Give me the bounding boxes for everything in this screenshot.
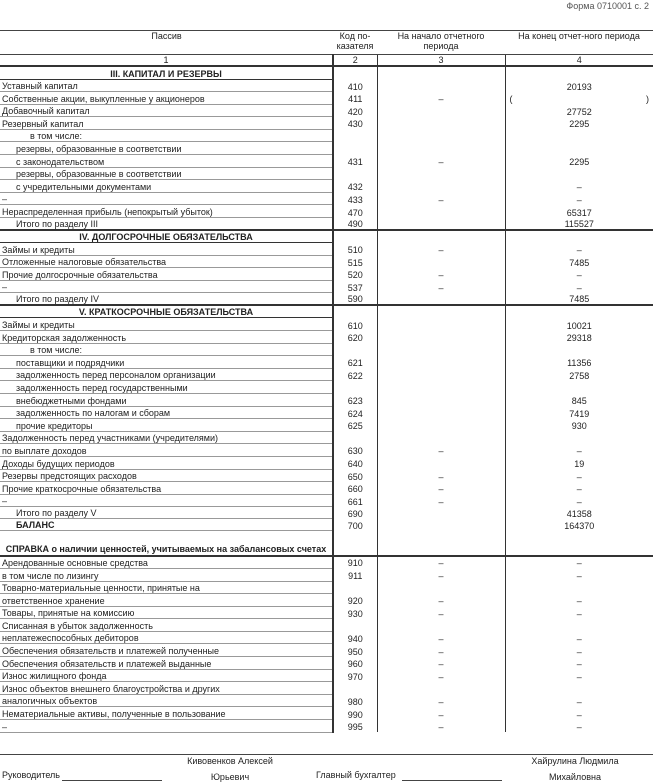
row-label: – xyxy=(0,280,333,293)
table-row xyxy=(0,581,653,594)
code-cell: 624 xyxy=(333,406,377,419)
begin-cell: – xyxy=(377,268,505,281)
row-label: – xyxy=(0,494,333,507)
end-cell xyxy=(505,167,653,180)
code-cell: 520 xyxy=(333,268,377,281)
chief-label: Главный бухгалтер xyxy=(316,770,396,780)
end-cell xyxy=(505,305,653,318)
col-number-2: 2 xyxy=(333,55,377,67)
row-label: Итого по разделу III xyxy=(0,218,333,230)
section-header-row xyxy=(0,230,653,243)
begin-cell: – xyxy=(377,243,505,256)
end-cell: 164370 xyxy=(564,520,595,531)
code-cell: 995 xyxy=(333,720,377,733)
end-cell: – xyxy=(576,646,582,657)
table-row xyxy=(0,192,653,205)
code-cell xyxy=(333,66,377,79)
row-label: поставщики и подрядчики xyxy=(0,356,333,369)
code-cell xyxy=(333,230,377,243)
begin-cell xyxy=(377,331,505,344)
table-row xyxy=(0,431,653,444)
table-row xyxy=(0,368,653,381)
table-row xyxy=(0,606,653,619)
row-label: Износ жилищного фонда xyxy=(0,669,333,682)
row-label: задолженность по налогам и сборам xyxy=(0,406,333,419)
row-label: – xyxy=(0,720,333,733)
balance-rows xyxy=(0,66,653,732)
code-cell xyxy=(333,167,377,180)
table-row xyxy=(0,180,653,193)
begin-cell xyxy=(377,581,505,594)
end-cell: – xyxy=(576,484,582,495)
row-label: Отложенные налоговые обязательства xyxy=(0,255,333,268)
row-label: Добавочный капитал xyxy=(0,104,333,117)
table-row xyxy=(0,556,653,569)
header-row xyxy=(0,31,653,55)
code-cell xyxy=(333,142,377,155)
table-row xyxy=(0,568,653,581)
head-name-line-1: Кивовенков Алексей xyxy=(187,756,273,766)
begin-cell: – xyxy=(377,669,505,682)
code-cell: 432 xyxy=(333,180,377,193)
begin-cell: – xyxy=(377,568,505,581)
begin-cell: – xyxy=(377,155,505,168)
begin-cell xyxy=(377,255,505,268)
table-row xyxy=(0,381,653,394)
begin-cell xyxy=(377,218,505,230)
table-row xyxy=(0,657,653,670)
code-cell: 650 xyxy=(333,469,377,482)
form-number-bar xyxy=(0,0,653,14)
section-header-row xyxy=(0,66,653,79)
row-label: резервы, образованные в соответствии xyxy=(0,167,333,180)
end-cell xyxy=(505,381,653,394)
table-row xyxy=(0,79,653,92)
code-cell: 515 xyxy=(333,255,377,268)
begin-cell xyxy=(377,230,505,243)
code-cell: 411 xyxy=(333,92,377,105)
code-cell: 622 xyxy=(333,368,377,381)
end-cell: 930 xyxy=(571,421,587,432)
end-cell: 845 xyxy=(571,396,587,407)
col-number-4: 4 xyxy=(505,55,653,67)
head-name-line-2: Юрьевич xyxy=(210,772,250,782)
begin-cell: – xyxy=(377,657,505,670)
header-code: Код по-казателя xyxy=(333,31,377,55)
table-row xyxy=(0,494,653,507)
code-cell xyxy=(333,531,377,556)
code-cell xyxy=(333,682,377,695)
total-row xyxy=(0,218,653,230)
code-cell xyxy=(333,381,377,394)
row-label: в том числе: xyxy=(0,343,333,356)
end-cell: – xyxy=(576,571,582,581)
section-header-row xyxy=(0,305,653,318)
end-cell: 7485 xyxy=(569,257,590,268)
row-label: III. КАПИТАЛ И РЕЗЕРВЫ xyxy=(0,66,333,79)
row-label: Уставный капитал xyxy=(0,79,333,92)
code-cell: 920 xyxy=(333,594,377,607)
code-cell: 430 xyxy=(333,117,377,130)
row-label: Товары, принятые на комиссию xyxy=(0,606,333,619)
begin-cell: – xyxy=(377,606,505,619)
total-row xyxy=(0,507,653,519)
column-number-row xyxy=(0,55,653,67)
row-label: Итого по разделу V xyxy=(0,507,333,519)
row-label: – xyxy=(0,192,333,205)
row-label: Кредиторская задолженность xyxy=(0,331,333,344)
code-cell: 590 xyxy=(333,293,377,305)
header-passive: Пассив xyxy=(0,31,333,55)
begin-cell xyxy=(377,318,505,331)
form-number: Форма 0710001 с. 2 xyxy=(566,1,649,11)
end-cell: – xyxy=(576,659,582,670)
table-row xyxy=(0,419,653,432)
code-cell: 690 xyxy=(333,507,377,519)
end-cell: 10021 xyxy=(566,320,592,331)
table-row xyxy=(0,268,653,281)
code-cell: 660 xyxy=(333,482,377,495)
end-cell: 65317 xyxy=(566,207,592,218)
total-row xyxy=(0,293,653,305)
code-cell: 930 xyxy=(333,606,377,619)
end-cell xyxy=(505,142,653,155)
table-row xyxy=(0,444,653,457)
end-cell: – xyxy=(576,671,582,682)
code-cell xyxy=(333,431,377,444)
end-cell xyxy=(505,92,653,105)
begin-cell: – xyxy=(377,556,505,569)
code-cell: 911 xyxy=(333,568,377,581)
begin-cell xyxy=(377,79,505,92)
row-label: СПРАВКА о наличии ценностей, учитываемых на забалансовых счетах xyxy=(0,531,333,556)
end-cell xyxy=(505,619,653,632)
begin-cell: – xyxy=(377,494,505,507)
code-cell: 940 xyxy=(333,631,377,644)
code-cell xyxy=(333,129,377,142)
end-cell: – xyxy=(576,245,582,256)
row-label: Резервный капитал xyxy=(0,117,333,130)
begin-cell xyxy=(377,356,505,369)
begin-cell: – xyxy=(377,280,505,293)
table-row xyxy=(0,720,653,733)
head-name xyxy=(170,756,290,782)
end-cell: – xyxy=(576,696,582,707)
end-cell: 7419 xyxy=(569,408,590,419)
begin-cell xyxy=(377,180,505,193)
code-cell: 990 xyxy=(333,707,377,720)
code-cell: 610 xyxy=(333,318,377,331)
table-row xyxy=(0,393,653,406)
head-label: Руководитель xyxy=(2,770,60,780)
parenthesis-placeholder: ( ) xyxy=(509,94,649,105)
begin-cell xyxy=(377,305,505,318)
code-cell: 621 xyxy=(333,356,377,369)
row-label: прочие кредиторы xyxy=(0,419,333,432)
chief-name xyxy=(510,756,640,782)
begin-cell: – xyxy=(377,720,505,733)
begin-cell xyxy=(377,66,505,79)
row-label: задолженность перед персоналом организации xyxy=(0,368,333,381)
code-cell: 470 xyxy=(333,205,377,218)
code-cell: 970 xyxy=(333,669,377,682)
end-cell: 29318 xyxy=(566,333,592,344)
table-row xyxy=(0,406,653,419)
table-row xyxy=(0,644,653,657)
end-cell xyxy=(505,682,653,695)
table-row xyxy=(0,631,653,644)
end-cell: 7485 xyxy=(569,293,590,304)
code-cell xyxy=(333,305,377,318)
header-begin: На начало отчетного периода xyxy=(377,31,505,55)
begin-cell xyxy=(377,104,505,117)
col-number-1: 1 xyxy=(0,55,333,67)
table-row xyxy=(0,318,653,331)
begin-cell xyxy=(377,343,505,356)
code-cell: 661 xyxy=(333,494,377,507)
row-label: в том числе: xyxy=(0,129,333,142)
table-row xyxy=(0,104,653,117)
table-row xyxy=(0,117,653,130)
table-row xyxy=(0,669,653,682)
row-label: аналогичных объектов xyxy=(0,694,333,707)
head-signature-line xyxy=(62,770,162,781)
begin-cell: – xyxy=(377,192,505,205)
table-row xyxy=(0,469,653,482)
total-row xyxy=(0,519,653,531)
row-label: Списанная в убыток задолженность xyxy=(0,619,333,632)
row-label: БАЛАНС xyxy=(0,519,333,531)
row-label: Собственные акции, выкупленные у акционеров xyxy=(0,92,333,105)
code-cell xyxy=(333,343,377,356)
code-cell: 960 xyxy=(333,657,377,670)
table-row xyxy=(0,331,653,344)
row-label: в том числе по лизингу xyxy=(0,568,333,581)
begin-cell xyxy=(377,531,505,556)
end-cell: 2758 xyxy=(569,370,590,381)
table-row xyxy=(0,343,653,356)
row-label: резервы, образованные в соответствии xyxy=(0,142,333,155)
code-cell xyxy=(333,619,377,632)
table-row xyxy=(0,129,653,142)
begin-cell: – xyxy=(377,594,505,607)
begin-cell: – xyxy=(377,694,505,707)
begin-cell xyxy=(377,456,505,469)
end-cell xyxy=(505,129,653,142)
table-row xyxy=(0,707,653,720)
row-label: Прочие долгосрочные обязательства xyxy=(0,268,333,281)
code-cell: 623 xyxy=(333,393,377,406)
code-cell: 700 xyxy=(333,519,377,531)
begin-cell xyxy=(377,406,505,419)
begin-cell xyxy=(377,293,505,305)
code-cell: 537 xyxy=(333,280,377,293)
begin-cell xyxy=(377,393,505,406)
code-cell: 950 xyxy=(333,644,377,657)
end-cell xyxy=(505,230,653,243)
begin-cell: – xyxy=(377,444,505,457)
table-row xyxy=(0,243,653,256)
end-cell: – xyxy=(576,496,582,507)
begin-cell xyxy=(377,419,505,432)
table-row xyxy=(0,682,653,695)
begin-cell xyxy=(377,205,505,218)
row-label: Арендованные основные средства xyxy=(0,556,333,569)
row-label: Итого по разделу IV xyxy=(0,293,333,305)
table-row xyxy=(0,619,653,632)
table-row xyxy=(0,482,653,495)
begin-cell xyxy=(377,129,505,142)
begin-cell xyxy=(377,507,505,519)
row-label: с законодательством xyxy=(0,155,333,168)
row-label: Обеспечения обязательств и платежей выданные xyxy=(0,657,333,670)
code-cell: 910 xyxy=(333,556,377,569)
row-label: Обеспечения обязательств и платежей полученные xyxy=(0,644,333,657)
row-label: Займы и кредиты xyxy=(0,243,333,256)
end-cell: 19 xyxy=(574,459,585,470)
row-label: с учредительными документами xyxy=(0,180,333,193)
signature-footer xyxy=(0,754,653,783)
code-cell: 510 xyxy=(333,243,377,256)
row-label: Нематериальные активы, полученные в пользование xyxy=(0,707,333,720)
end-cell xyxy=(505,343,653,356)
end-cell: 2295 xyxy=(569,119,590,130)
begin-cell xyxy=(377,117,505,130)
end-cell: 115527 xyxy=(564,218,594,229)
table-row xyxy=(0,356,653,369)
code-cell: 433 xyxy=(333,192,377,205)
row-label: по выплате доходов xyxy=(0,444,333,457)
end-cell: 11356 xyxy=(567,358,592,369)
code-cell: 640 xyxy=(333,456,377,469)
code-cell: 625 xyxy=(333,419,377,432)
begin-cell: – xyxy=(377,644,505,657)
table-row xyxy=(0,205,653,218)
code-cell: 420 xyxy=(333,104,377,117)
row-label: Доходы будущих периодов xyxy=(0,456,333,469)
begin-cell xyxy=(377,619,505,632)
begin-cell xyxy=(377,381,505,394)
row-label: Резервы предстоящих расходов xyxy=(0,469,333,482)
row-label: Займы и кредиты xyxy=(0,318,333,331)
table-row xyxy=(0,155,653,168)
table-row xyxy=(0,456,653,469)
chief-name-line-2: Михайловна xyxy=(548,772,602,782)
end-cell: – xyxy=(576,709,582,720)
end-cell xyxy=(505,431,653,444)
end-cell: – xyxy=(576,446,582,457)
code-cell: 630 xyxy=(333,444,377,457)
end-cell xyxy=(505,581,653,594)
row-label: задолженность перед государственными xyxy=(0,381,333,394)
row-label: ответственное хранение xyxy=(0,594,333,607)
header-end: На конец отчет-ного периода xyxy=(505,31,653,55)
end-cell: – xyxy=(576,270,582,281)
end-cell: 41358 xyxy=(566,508,592,519)
end-cell xyxy=(505,531,653,556)
row-label: внебюджетными фондами xyxy=(0,393,333,406)
row-label: Нераспределенная прибыль (непокрытый убыток) xyxy=(0,205,333,218)
code-cell xyxy=(333,581,377,594)
end-cell: – xyxy=(576,182,582,193)
table-row xyxy=(0,92,653,105)
begin-cell: – xyxy=(377,469,505,482)
table-row xyxy=(0,280,653,293)
row-label: неплатежеспособных дебиторов xyxy=(0,631,333,644)
code-cell: 490 xyxy=(333,218,377,230)
row-label: Износ объектов внешнего благоустройства и других xyxy=(0,682,333,695)
section-header-row xyxy=(0,531,653,556)
end-cell xyxy=(505,66,653,79)
table-row xyxy=(0,142,653,155)
row-label: Прочие краткосрочные обязательства xyxy=(0,482,333,495)
row-label: Задолженность перед участниками (учредителями) xyxy=(0,431,333,444)
end-cell: 27752 xyxy=(566,106,592,117)
begin-cell xyxy=(377,682,505,695)
begin-cell: – xyxy=(377,92,505,105)
begin-cell xyxy=(377,519,505,531)
code-cell: 410 xyxy=(333,79,377,92)
begin-cell xyxy=(377,368,505,381)
end-cell: – xyxy=(505,556,653,569)
end-cell: – xyxy=(576,608,582,619)
table-row xyxy=(0,694,653,707)
code-cell: 620 xyxy=(333,331,377,344)
begin-cell: – xyxy=(377,631,505,644)
end-cell: – xyxy=(576,471,582,482)
table-row xyxy=(0,167,653,180)
begin-cell xyxy=(377,142,505,155)
table-row xyxy=(0,594,653,607)
row-label: V. КРАТКОСРОЧНЫЕ ОБЯЗАТЕЛЬСТВА xyxy=(0,305,333,318)
balance-table xyxy=(0,30,653,733)
begin-cell: – xyxy=(377,707,505,720)
row-label: IV. ДОЛГОСРОЧНЫЕ ОБЯЗАТЕЛЬСТВА xyxy=(0,230,333,243)
end-cell: – xyxy=(576,282,582,293)
chief-name-line-1: Хайрулина Людмила xyxy=(531,756,619,766)
end-cell: – xyxy=(576,596,582,607)
code-cell: 431 xyxy=(333,155,377,168)
table-row xyxy=(0,255,653,268)
chief-signature-line xyxy=(402,770,502,781)
begin-cell: – xyxy=(377,482,505,495)
col-number-3: 3 xyxy=(377,55,505,67)
begin-cell xyxy=(377,431,505,444)
begin-cell xyxy=(377,167,505,180)
end-cell: – xyxy=(576,633,582,644)
row-label: Товарно-материальные ценности, принятые на xyxy=(0,581,333,594)
code-cell: 980 xyxy=(333,694,377,707)
end-cell: 20193 xyxy=(566,81,592,92)
end-cell: 2295 xyxy=(569,157,590,168)
end-cell: – xyxy=(576,194,582,205)
end-cell: – xyxy=(576,722,582,733)
